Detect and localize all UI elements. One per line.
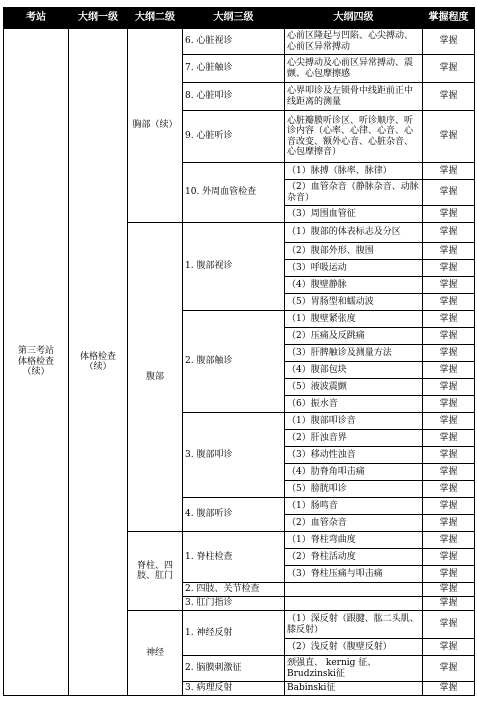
level4-cell: （3）移动性浊音 [285,447,423,464]
mastery-cell: 掌握 [423,413,475,430]
level3-cell: 3. 病理反射 [183,682,285,696]
level4-cell: （5）液波震颤 [285,379,423,396]
level3-cell: 6. 心脏视诊 [183,29,285,55]
level4-cell: （2）脊柱活动度 [285,549,423,566]
mastery-cell: 掌握 [423,639,475,656]
level3-cell: 7. 心脏触诊 [183,55,285,83]
level3-cell: 1. 腹部视诊 [183,223,285,311]
header-mastery: 掌握程度 [423,8,475,29]
level4-cell: （3）周围血管征 [285,206,423,223]
level4-cell: （3）脊柱压痛与叩击痛 [285,566,423,583]
level4-cell: （1）腹部叩诊音 [285,413,423,430]
mastery-cell: 掌握 [423,294,475,311]
header-level2: 大纲二级 [128,8,183,29]
level4-cell: （2）血管杂音 [285,515,423,532]
level4-cell: （2）腹部外形、腹围 [285,243,423,260]
level4-cell [285,597,423,611]
header-level1: 大纲一级 [69,8,128,29]
mastery-cell: 掌握 [423,481,475,498]
level3-cell: 1. 神经反射 [183,611,285,656]
mastery-cell: 掌握 [423,464,475,481]
mastery-cell: 掌握 [423,447,475,464]
mastery-cell: 掌握 [423,611,475,639]
mastery-cell: 掌握 [423,83,475,111]
level4-cell: （2）浅反射（腹壁反射） [285,639,423,656]
level4-cell: Babinski征 [285,682,423,696]
level4-cell: 心尖搏动及心前区异常搏动、震颤、心包摩擦感 [285,55,423,83]
mastery-cell: 掌握 [423,277,475,294]
table-row [4,29,475,55]
mastery-cell: 掌握 [423,583,475,597]
mastery-cell: 掌握 [423,597,475,611]
level2-cell: 神经 [128,611,183,696]
level4-cell: （2）血管杂音（静脉杂音、动脉杂音） [285,180,423,206]
level3-cell: 4. 腹部听诊 [183,498,285,532]
level1-cell: 体格检查 （续） [69,29,128,696]
station-cell: 第三考站 体格检查 （续） [4,29,69,696]
level3-cell: 3. 腹部叩诊 [183,413,285,498]
level4-cell: （4）腹部包块 [285,362,423,379]
level3-cell: 3. 肛门指诊 [183,597,285,611]
level3-cell: 2. 腹部触诊 [183,311,285,413]
level4-cell: （5）膀胱叩诊 [285,481,423,498]
mastery-cell: 掌握 [423,260,475,277]
mastery-cell: 掌握 [423,566,475,583]
mastery-cell: 掌握 [423,311,475,328]
level4-cell: （1）脉搏（脉率、脉律） [285,163,423,180]
level2-cell: 脊柱、四肢、肛门 [128,532,183,611]
level3-cell: 8. 心脏叩诊 [183,83,285,111]
level4-cell: （4）肋脊角叩击痛 [285,464,423,481]
level4-cell: （1）脊柱弯曲度 [285,532,423,549]
mastery-cell: 掌握 [423,515,475,532]
level4-cell: （3）呼吸运动 [285,260,423,277]
level4-cell: （6）振水音 [285,396,423,413]
header-row [4,8,475,29]
level4-cell: （3）肝脾触诊及测量方法 [285,345,423,362]
level4-cell: 颈强直、 kernig 征、Brudzinski征 [285,656,423,682]
mastery-cell: 掌握 [423,223,475,243]
mastery-cell: 掌握 [423,379,475,396]
level2-cell: 胸部（续） [128,29,183,223]
level3-cell: 9. 心脏听诊 [183,111,285,163]
level4-cell: （1）深反射（跟腱、肱二头肌、膝反射） [285,611,423,639]
mastery-cell: 掌握 [423,29,475,55]
level4-cell: （1）腹壁紧张度 [285,311,423,328]
header-level3: 大纲三级 [183,8,285,29]
mastery-cell: 掌握 [423,396,475,413]
level3-cell: 2. 脑膜刺激征 [183,656,285,682]
level3-cell: 1. 脊柱检查 [183,532,285,583]
mastery-cell: 掌握 [423,243,475,260]
mastery-cell: 掌握 [423,682,475,696]
mastery-cell: 掌握 [423,111,475,163]
mastery-cell: 掌握 [423,532,475,549]
level4-cell: （4）腹壁静脉 [285,277,423,294]
exam-outline-table [3,7,475,696]
level4-cell: 心脏瓣膜听诊区、听诊顺序、听诊内容（心率、心律、心音、心音改变、额外心音、心脏杂音、心包摩擦音） [285,111,423,163]
mastery-cell: 掌握 [423,430,475,447]
level4-cell: 心界叩诊及左锁骨中线距前正中线距离的测量 [285,83,423,111]
mastery-cell: 掌握 [423,362,475,379]
level4-cell: （1）肠鸣音 [285,498,423,515]
header-station: 考站 [4,8,69,29]
level4-cell: 心前区隆起与凹陷、心尖搏动、心前区异常搏动 [285,29,423,55]
mastery-cell: 掌握 [423,163,475,180]
level3-cell: 2. 四肢、关节检查 [183,583,285,597]
mastery-cell: 掌握 [423,656,475,682]
level4-cell: （1）腹部的体表标志及分区 [285,223,423,243]
level4-cell: （2）肝浊音界 [285,430,423,447]
level2-cell: 腹部 [128,223,183,532]
level4-cell: （2）压痛及反跳痛 [285,328,423,345]
mastery-cell: 掌握 [423,498,475,515]
mastery-cell: 掌握 [423,206,475,223]
mastery-cell: 掌握 [423,55,475,83]
mastery-cell: 掌握 [423,345,475,362]
mastery-cell: 掌握 [423,549,475,566]
level4-cell [285,583,423,597]
level3-cell: 10. 外周血管检查 [183,163,285,223]
level4-cell: （5）胃肠型和蠕动波 [285,294,423,311]
mastery-cell: 掌握 [423,328,475,345]
mastery-cell: 掌握 [423,180,475,206]
header-level4: 大纲四级 [285,8,423,29]
